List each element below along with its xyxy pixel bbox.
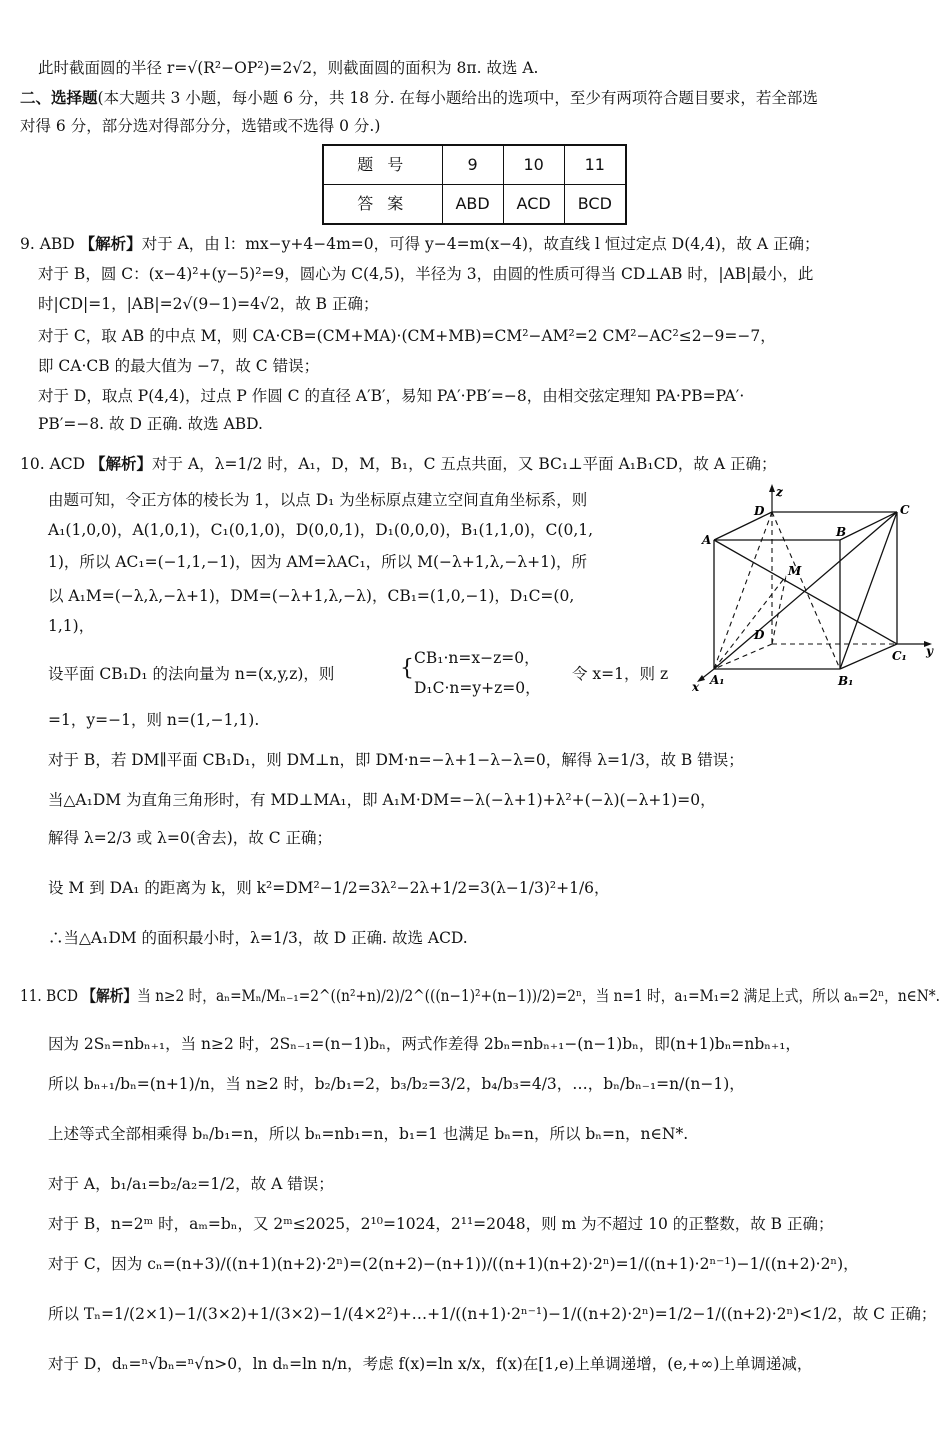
hidden-segment <box>772 576 786 644</box>
section-header <box>20 86 818 110</box>
cube-diagonal <box>714 540 897 644</box>
text-line: 即 CA·CB 的最大值为 −7，故 C 错误； <box>38 357 320 375</box>
text-line: 由题可知，令正方体的棱长为 1，以点 D₁ 为坐标原点建立空间直角坐标系，则 <box>48 491 588 509</box>
text-line: 对于 B，圆 C：(x−4)²+(y−5)²=9，圆心为 C(4,5)，半径为 3，由圆的性质可得当 CD⊥AB 时，|AB|最小，此 <box>38 265 814 283</box>
section-title: 二、选择题 <box>20 88 98 107</box>
text-line: 所以 Tₙ=1/(2×1)−1/(3×2)+1/(3×2)−1/(4×2²)+…+1/((n+1)·2ⁿ⁻¹)−1/((n+2)·2ⁿ)=1/2−1/((n+2)·2ⁿ)<1/2，故 C 正确； <box>48 1305 937 1323</box>
point-label: M <box>788 564 802 578</box>
question-9-head <box>20 232 819 256</box>
axis-label: x <box>692 680 700 694</box>
text-line: 对于 B，n=2ᵐ 时，aₘ=bₙ，又 2ᵐ≤2025，2¹⁰=1024，2¹¹=2048，则 m 为不超过 10 的正整数，故 B 正确； <box>48 1215 834 1233</box>
table-cell: ACD <box>503 185 564 225</box>
text-line: 当△A₁DM 为直角三角形时，有 MD⊥MA₁，即 A₁M·DM=−λ(−λ+1)+λ²+(−λ)(−λ+1)=0， <box>48 791 716 809</box>
equation-2: D₁C·n=y+z=0， <box>414 679 541 697</box>
text-line: 对于 D，dₙ=ⁿ√bₙ=ⁿ√n>0，ln dₙ=ln n/n，考虑 f(x)=ln x/x，f(x)在[1,e)上单调递增，(e,+∞)上单调递减， <box>48 1355 813 1373</box>
text-line: 1)，所以 AC₁=(−1,1,−1)，因为 AM=λAC₁，所以 M(−λ+1,λ,−λ+1)，所 <box>48 553 588 571</box>
analysis-tag: 【解析】 <box>90 454 153 473</box>
text-line: 所以 bₙ₊₁/bₙ=(n+1)/n，当 n≥2 时，b₂/b₁=2，b₃/b₂=3/2，b₄/b₃=4/3，…，bₙ/bₙ₋₁=n/(n−1)， <box>48 1075 745 1093</box>
vertex-label: D <box>754 628 765 642</box>
text-line: 对于 D，取点 P(4,4)，过点 P 作圆 C 的直径 A′B′，易知 PA′·PB′=−8，由相交弦定理知 PA·PB=PA′· <box>38 387 745 405</box>
table-cell: 11 <box>564 145 626 185</box>
text-line: 上述等式全部相乘得 bₙ/b₁=n，所以 bₙ=nb₁=n，b₁=1 也满足 bₙ=n，所以 bₙ=n，n∈N*. <box>48 1125 689 1143</box>
text-line: =1，y=−1，则 n=(1,−1,1). <box>48 711 260 729</box>
z-axis-arrow <box>769 484 775 492</box>
cube-figure <box>690 484 940 699</box>
question-10-head <box>20 452 776 476</box>
text-line: 对于 C，因为 cₙ=(n+3)/((n+1)(n+2)·2ⁿ)=(2(n+2)−(n+1))/((n+1)(n+2)·2ⁿ)=1/((n+1)·2ⁿ⁻¹)−1/((n+2)·2ⁿ)， <box>48 1255 859 1273</box>
text-line: 对于 A，b₁/a₁=b₂/a₂=1/2，故 A 错误； <box>48 1175 334 1193</box>
axis-label: z <box>776 485 783 499</box>
question-number: 11. BCD <box>20 987 78 1005</box>
question-11-head <box>20 984 940 1008</box>
text-line: 此时截面圆的半径 r=√(R²−OP²)=2√2，则截面圆的面积为 8π. 故选 A. <box>38 59 539 77</box>
cube-edge <box>840 644 897 669</box>
analysis-tag: 【解析】 <box>82 986 138 1005</box>
text-line: PB′=−8. 故 D 正确. 故选 ABD. <box>38 415 263 433</box>
text-line: ∴当△A₁DM 的面积最小时，λ=1/3，故 D 正确. 故选 ACD. <box>48 929 468 947</box>
text-line: 以 A₁M=(−λ,λ,−λ+1)，DM=(−λ+1,λ,−λ)，CB₁=(1,0,−1)，D₁C=(0, <box>48 587 575 605</box>
text-line: 对于 A，由 l：mx−y+4−4m=0，可得 y−4=m(x−4)，故直线 l 恒过定点 D(4,4)，故 A 正确； <box>141 235 820 253</box>
brace: { <box>400 656 414 681</box>
text-line: 设 M 到 DA₁ 的距离为 k，则 k²=DM²−1/2=3λ²−2λ+1/2=3(λ−1/3)²+1/6， <box>48 879 610 897</box>
vertex-label: B <box>836 525 847 539</box>
text-line: A₁(1,0,0)，A(1,0,1)，C₁(0,1,0)，D(0,0,1)，D₁(0,0,0)，B₁(1,1,0)，C(0,1, <box>48 521 594 539</box>
vertex-label: C₁ <box>892 649 907 663</box>
table-cell: ABD <box>442 185 503 225</box>
text-line: 解得 λ=2/3 或 λ=0(舍去)，故 C 正确； <box>48 829 333 847</box>
text-line: 当 n≥2 时，aₙ=Mₙ/Mₙ₋₁=2^((n²+n)/2)/2^(((n−1)²+(n−1))/2)=2ⁿ，当 n=1 时，a₁=M₁=2 满足上式，所以 aₙ=2ⁿ，n∈N*. <box>137 987 941 1005</box>
answer-table <box>322 144 627 225</box>
table-row <box>323 185 626 225</box>
hidden-segment <box>714 576 786 669</box>
text-line: 时|CD|=1，|AB|=2√(9−1)=4√2，故 B 正确； <box>38 295 379 313</box>
table-row <box>323 145 626 185</box>
section-desc: (本大题共 3 小题，每小题 6 分，共 18 分. 在每小题给出的选项中，至少有两项符合题目要求，若全部选 <box>97 89 818 107</box>
vertex-label: A₁ <box>710 673 725 687</box>
text-line: 1,1)， <box>48 617 95 635</box>
table-header-cell: 答案 <box>323 185 442 225</box>
text-line: 令 x=1，则 z <box>572 665 669 683</box>
question-number: 10. ACD <box>20 455 86 473</box>
hidden-diagonal <box>772 512 840 669</box>
text-line: 对得 6 分，部分选对得部分分，选错或不选得 0 分.) <box>20 117 381 135</box>
table-cell: BCD <box>564 185 626 225</box>
table-cell: 9 <box>442 145 503 185</box>
question-number: 9. ABD <box>20 235 75 253</box>
text-line: 对于 A，λ=1/2 时，A₁，D，M，B₁，C 五点共面，又 BC₁⊥平面 A₁B₁CD，故 A 正确； <box>152 455 777 473</box>
vertex-label: D <box>754 504 765 518</box>
text-line: 因为 2Sₙ=nbₙ₊₁，当 n≥2 时，2Sₙ₋₁=(n−1)bₙ，两式作差得 2bₙ=nbₙ₊₁−(n−1)bₙ，即(n+1)bₙ=nbₙ₊₁， <box>48 1035 801 1053</box>
hidden-edge <box>714 644 772 669</box>
vertex-label: C <box>900 503 910 517</box>
table-header-cell: 题号 <box>323 145 442 185</box>
text-line: 对于 B，若 DM∥平面 CB₁D₁，则 DM⊥n，即 DM·n=−λ+1−λ−λ=0，解得 λ=1/3，故 B 错误； <box>48 751 744 769</box>
text-line: 设平面 CB₁D₁ 的法向量为 n=(x,y,z)，则 <box>48 665 335 683</box>
analysis-tag: 【解析】 <box>79 234 142 253</box>
text-line: 对于 C，取 AB 的中点 M，则 CA·CB=(CM+MA)·(CM+MB)=CM²−AM²=2 CM²−AC²≤2−9=−7， <box>38 327 776 345</box>
vertex-label: B₁ <box>838 674 854 688</box>
equation-1: CB₁·n=x−z=0， <box>414 649 540 667</box>
vertex-label: A <box>702 533 712 547</box>
table-cell: 10 <box>503 145 564 185</box>
axis-label: y <box>926 644 933 658</box>
